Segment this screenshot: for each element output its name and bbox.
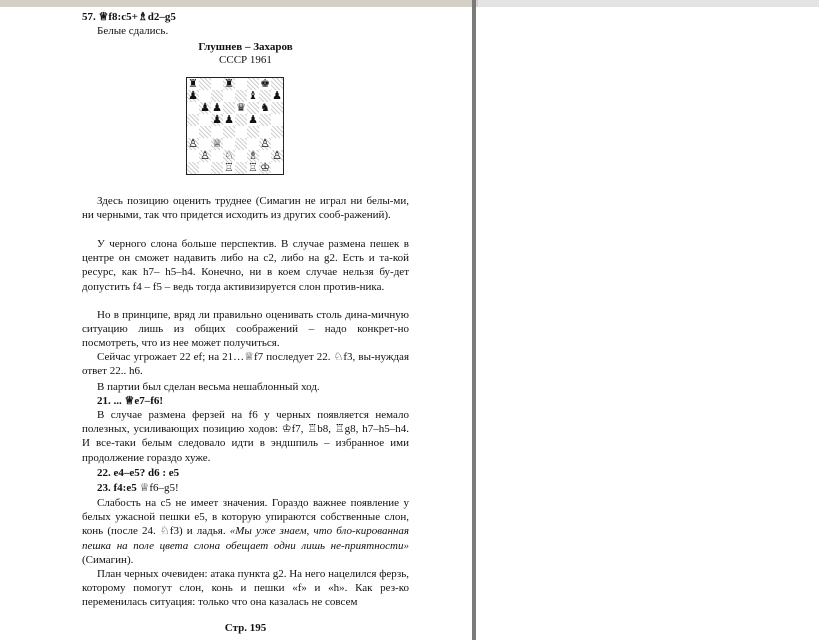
chess-square: [199, 162, 211, 174]
move-23-black: ♕f6–g5!: [136, 482, 179, 494]
move-23-white: 23. f4:e5: [97, 482, 137, 494]
chess-square: [271, 102, 283, 114]
chess-square: [211, 78, 223, 90]
chess-piece-square: ♟: [188, 89, 198, 102]
paragraph-3: Но в принципе, вряд ли правильно оценивать столь дина-мичную ситуацию лишь из общих соображений – надо конкрет-но посмотреть, что из нее может получиться.: [82, 309, 409, 350]
chess-piece-square: ♟: [200, 101, 210, 114]
paragraph-4: Сейчас угрожает 22 ef; на 21…♕f7 последует 22. ♘f3, вы-нуждая ответ 22.. h6.: [82, 351, 409, 378]
move-23: [82, 481, 409, 495]
chess-piece-square: ♟: [248, 113, 258, 126]
page-number: Стр. 195: [224, 622, 267, 634]
chess-square: [187, 150, 199, 162]
chess-piece-square: ♟: [272, 89, 282, 102]
chess-square: [235, 162, 247, 174]
chess-square: [235, 138, 247, 150]
chess-square: [211, 150, 223, 162]
chess-piece-square: ♖: [248, 161, 258, 174]
chess-piece-square: ♙: [260, 137, 270, 150]
chess-square: [235, 126, 247, 138]
chess-piece-square: ♜: [224, 77, 234, 90]
chess-square: [187, 102, 199, 114]
paragraph-7-a: Слабость на с5 не имеет значения. Гораздо важнее появление у белых ужасной пешки е5, в которую упираются собственные слон, конь (после 24. ♘f3) и ладья.: [82, 497, 409, 538]
chess-piece-square: ♟: [212, 101, 222, 114]
paragraph-6: В случае размена ферзей на f6 у черных появляется немало полезных, усиливающих позицию ходов: ♔f7, ♖b8, ♖g8, h7–h5–h4. И все-таки белым следовало идти в эндшпиль – избранное ими продолжение гораздо хуже.: [82, 409, 409, 464]
chess-square: [199, 78, 211, 90]
chess-piece-square: ♙: [188, 137, 198, 150]
chess-square: [259, 114, 271, 126]
chess-square: [223, 126, 235, 138]
chess-piece-square: ♛: [236, 101, 246, 114]
viewer-toolbar-right: [478, 0, 819, 7]
move-22: 22. e4–e5? d6 : e5: [97, 467, 180, 479]
chess-square: [247, 126, 259, 138]
chess-piece-square: ♘: [224, 149, 234, 162]
paragraph-7-quote: «Мы уже знаем, что бло-кированная пешка на поле цвета слона обещает одни лишь не-приятности»: [82, 525, 410, 552]
paragraph-2: У черного слона больше перспектив. В случае размена пешек в центре он сможет надавить либо на с2, либо на g2. Есть и та-кой ресурс, как h7– h5–h4. Конечно, ни в коем случае нельзя бу-дет допустить f4 – f5 – ведь тогда активизируется слон против-ника.: [82, 238, 409, 293]
chess-piece-square: ♙: [272, 149, 282, 162]
chess-piece-square: ♞: [260, 101, 270, 114]
chess-square: [199, 114, 211, 126]
chess-square: [235, 150, 247, 162]
chess-piece-square: ♙: [200, 149, 210, 162]
chess-piece-square: ♚: [260, 77, 270, 90]
paragraph-8: План черных очевиден: атака пункта g2. На него нацелился ферзь, которому помогут слон, конь и пешки «f» и «h». Как рез-ко переменилась ситуация: только что она казалась не совсем: [82, 568, 409, 609]
resign-text: Белые сдались.: [97, 25, 169, 37]
chess-square: [271, 162, 283, 174]
chess-piece-square: ♟: [224, 113, 234, 126]
chess-piece-square: ♝: [248, 89, 258, 102]
chess-diagram: [186, 77, 284, 175]
chess-piece-square: ♜: [188, 77, 198, 90]
game-place: СССР 1961: [219, 54, 272, 66]
paragraph-1: Здесь позицию оценить труднее (Симагин не играл ни белы-ми, ни черными, так что придется исходить из других сооб-ражений).: [82, 195, 409, 222]
chess-square: [271, 126, 283, 138]
chess-square: [271, 114, 283, 126]
chess-piece-square: ♟: [212, 113, 222, 126]
paragraph-7-c: (Симагин).: [82, 553, 134, 566]
paragraph-5: В партии был сделан весьма нешаблонный ход.: [97, 381, 320, 393]
empty-viewer-area: [476, 7, 819, 640]
move-21: 21. ... ♕e7–f6!: [97, 395, 164, 407]
chess-piece-square: ♗: [248, 149, 258, 162]
paragraph-7: [82, 496, 409, 567]
chess-square: [223, 90, 235, 102]
chess-piece-square: ♔: [260, 161, 270, 174]
chess-square: [211, 162, 223, 174]
game-title: Глушнев – Захаров: [198, 41, 293, 53]
chess-piece-square: ♕: [212, 137, 222, 150]
chess-piece-square: ♖: [224, 161, 234, 174]
chess-square: [235, 78, 247, 90]
chess-square: [187, 114, 199, 126]
move-57: 57. ♕f8:c5+♗d2–g5: [82, 11, 176, 23]
chess-square: [235, 114, 247, 126]
chess-square: [187, 162, 199, 174]
chess-square: [199, 126, 211, 138]
